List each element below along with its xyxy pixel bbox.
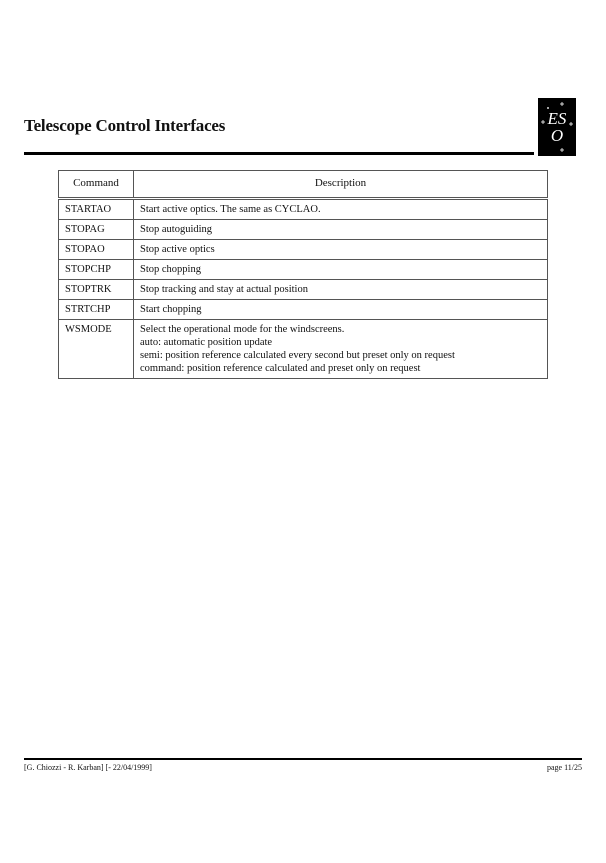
page-title: Telescope Control Interfaces (24, 116, 226, 135)
command-cell: STRTCHP (59, 300, 134, 320)
description-cell (134, 300, 548, 320)
description-line: Start active optics. The same as CYCLAO. (140, 204, 321, 215)
description-cell (134, 320, 548, 379)
description-line: Stop autoguiding (140, 224, 213, 235)
table-header-row (59, 171, 548, 199)
footer-authors: [G. Chiozzi - R. Karban] [- 22/04/1999] (24, 763, 152, 772)
column-header-command: Command (59, 171, 134, 199)
description-cell (134, 280, 548, 300)
description-line: semi: position reference calculated every second but preset only on request (140, 350, 455, 361)
description-cell (134, 199, 548, 220)
command-cell: STOPAO (59, 240, 134, 260)
table-row (59, 300, 548, 320)
description-line: auto: automatic position update (140, 337, 273, 348)
command-cell: STARTAO (59, 199, 134, 220)
description-line: Stop active optics (140, 244, 215, 255)
page-number: page 11/25 (546, 763, 582, 772)
table-row (59, 320, 548, 379)
command-cell: STOPAG (59, 220, 134, 240)
column-header-description: Description (134, 171, 548, 199)
description-cell (134, 260, 548, 280)
table-row (59, 199, 548, 220)
description-line: Stop chopping (140, 264, 201, 275)
description-line: Start chopping (140, 304, 202, 315)
description-line: command: position reference calculated and preset only on request (140, 363, 421, 374)
table-row (59, 240, 548, 260)
description-cell (134, 240, 548, 260)
table-row (59, 220, 548, 240)
command-cell: STOPCHP (59, 260, 134, 280)
description-cell (134, 220, 548, 240)
table-row (59, 260, 548, 280)
footer-rule (24, 758, 582, 760)
description-line: Stop tracking and stay at actual position (140, 284, 308, 295)
svg-text:ES: ES (547, 109, 567, 128)
eso-logo (538, 98, 576, 156)
command-cell: STOPTRK (59, 280, 134, 300)
command-cell: WSMODE (59, 320, 134, 379)
title-rule (24, 152, 534, 155)
command-table (58, 170, 548, 379)
svg-text:O: O (550, 126, 564, 145)
description-line: Select the operational mode for the windscreens. (140, 324, 345, 335)
table-row (59, 280, 548, 300)
